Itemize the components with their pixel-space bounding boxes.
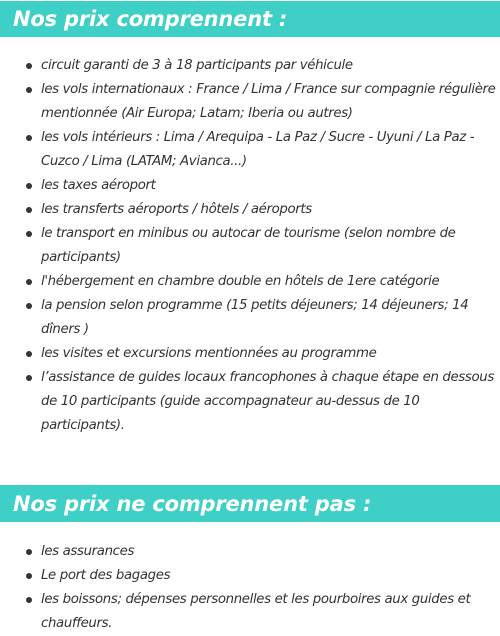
list-item: les visites et excursions mentionnées au programme [0, 342, 500, 366]
list-item: l'hébergement en chambre double en hôtels de 1ere catégorie [0, 270, 500, 294]
list-item: les assurances [0, 540, 500, 564]
list-item: Le port des bagages [0, 564, 500, 588]
list-item: les taxes aéroport [0, 174, 500, 198]
section-header-included: Nos prix comprennent : [0, 1, 500, 37]
list-item: les boissons; dépenses personnelles et les pourboires aux guides et chauffeurs. [0, 588, 500, 636]
list-item: l’assistance de guides locaux francophones à chaque étape en dessous de 10 participants (guide accompagnateur au-dessus de 10 participants). [0, 366, 500, 438]
list-item: le transport en minibus ou autocar de tourisme (selon nombre de participants) [0, 222, 500, 270]
list-item: les vols intérieurs : Lima / Arequipa - La Paz / Sucre - Uyuni / La Paz - Cuzco / Lima (LATAM; Avianca...) [0, 126, 500, 174]
list-item: les vols internationaux : France / Lima / France sur compagnie régulière mentionnée (Air Europa; Latam; Iberia ou autres) [0, 78, 500, 126]
included-list [0, 54, 500, 438]
list-item: circuit garanti de 3 à 18 participants par véhicule [0, 54, 500, 78]
list-item: la pension selon programme (15 petits déjeuners; 14 déjeuners; 14 dîners ) [0, 294, 500, 342]
list-item: les transferts aéroports / hôtels / aéroports [0, 198, 500, 222]
excluded-list [0, 540, 500, 636]
section-header-excluded: Nos prix ne comprennent pas : [0, 485, 500, 522]
